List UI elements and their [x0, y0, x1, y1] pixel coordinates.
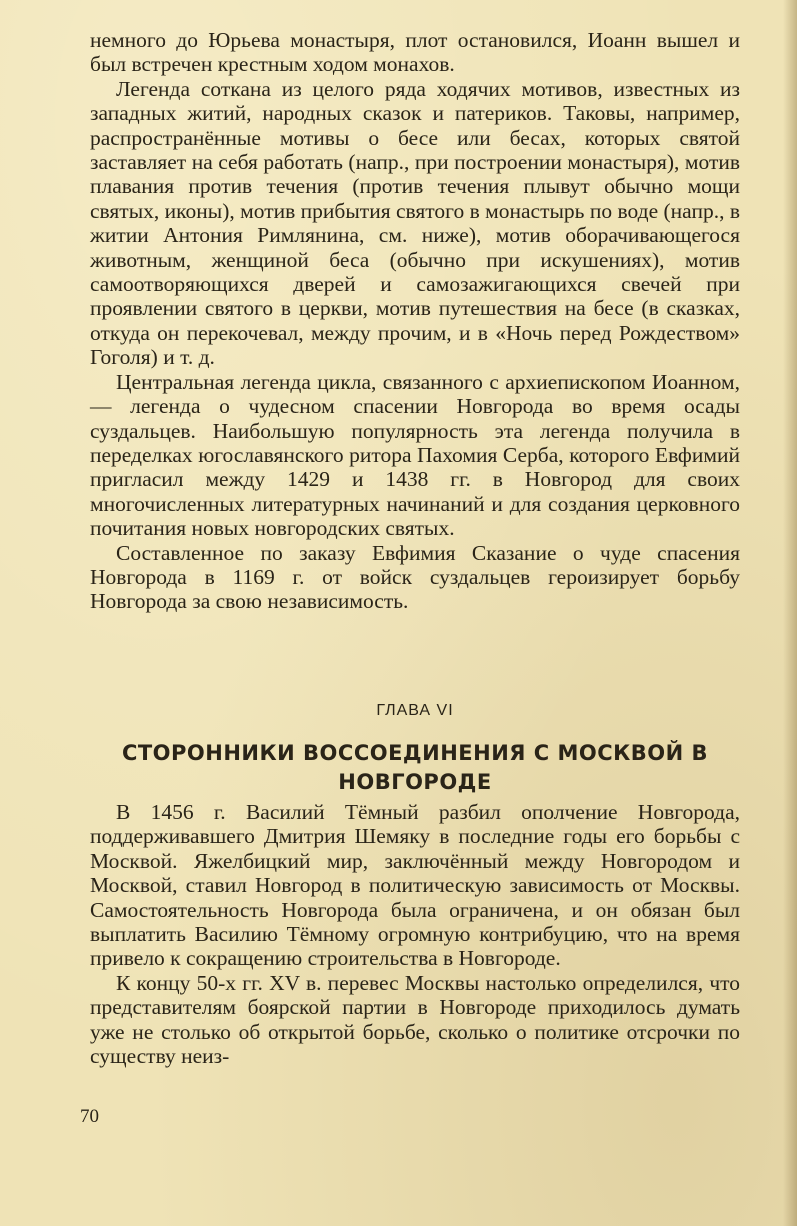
- paragraph: Легенда соткана из целого ряда ходячих мотивов, известных из западных житий, народных сказок и патериков. Таковы, например, распространённые мотивы о бесе или бесах, которых святой заставляет на себя работать (напр., при построении монастыря), мотив плавания против течения (против течения плывут обычно мощи святых, иконы), мотив прибытия святого в монастырь по воде (напр., в житии Антония Римлянина, см. ниже), мотив оборачивающегося животным, женщиной беса (обычно при искушениях), мотив самоотворяющихся дверей и самозажигающихся свечей при проявлении святого в церкви, мотив путешествия на бесе (в сказках, откуда он перекочевал, между прочим, и в «Ночь перед Рождеством» Гоголя) и т. д.: [90, 76, 740, 370]
- paragraph: Центральная легенда цикла, связанного с архиепископом Иоанном, — легенда о чудесном спасении Новгорода во время осады суздальцев. Наибольшую популярность эта легенда получила в переделках югославянского ритора Пахомия Серба, которого Евфимий пригласил между 1429 и 1438 гг. в Новгород для своих многочисленных литературных начинаний и для создания церковного почитания новых новгородских святых.: [90, 369, 740, 541]
- page-number: 70: [80, 1106, 99, 1127]
- paragraph: Составленное по заказу Евфимия Сказание о чуде спасения Новгорода в 1169 г. от войск суздальцев героизирует борьбу Новгорода за свою независимость.: [90, 540, 740, 614]
- paragraph: В 1456 г. Василий Тёмный разбил ополчение Новгорода, поддерживавшего Дмитрия Шемяку в последние годы его борьбы с Москвой. Яжелбицкий мир, заключённый между Новгородом и Москвой, ставил Новгород в политическую зависимость от Москвы. Самостоятельность Новгорода была ограничена, и он обязан был выплатить Василию Тёмному огромную контрибуцию, что на время привело к сокращению строительства в Новгороде.: [90, 800, 740, 971]
- text-block-bottom: [90, 800, 740, 1068]
- text-block-top: [90, 28, 740, 614]
- chapter-label: ГЛАВА VI: [376, 702, 454, 719]
- paragraph: немного до Юрьева монастыря, плот остановился, Иоанн вышел и был встречен крестным ходом монахов.: [90, 28, 740, 77]
- page-spine-shadow: [783, 0, 797, 1226]
- chapter-title: СТОРОННИКИ ВОССОЕДИНЕНИЯ С МОСКВОЙ В НОВГОРОДЕ: [121, 741, 709, 794]
- paragraph: К концу 50-х гг. XV в. перевес Москвы настолько определился, что представителям боярской партии в Новгороде приходилось думать уже не столько об открытой борьбе, сколько о политике отсрочки по существу неиз-: [90, 970, 740, 1069]
